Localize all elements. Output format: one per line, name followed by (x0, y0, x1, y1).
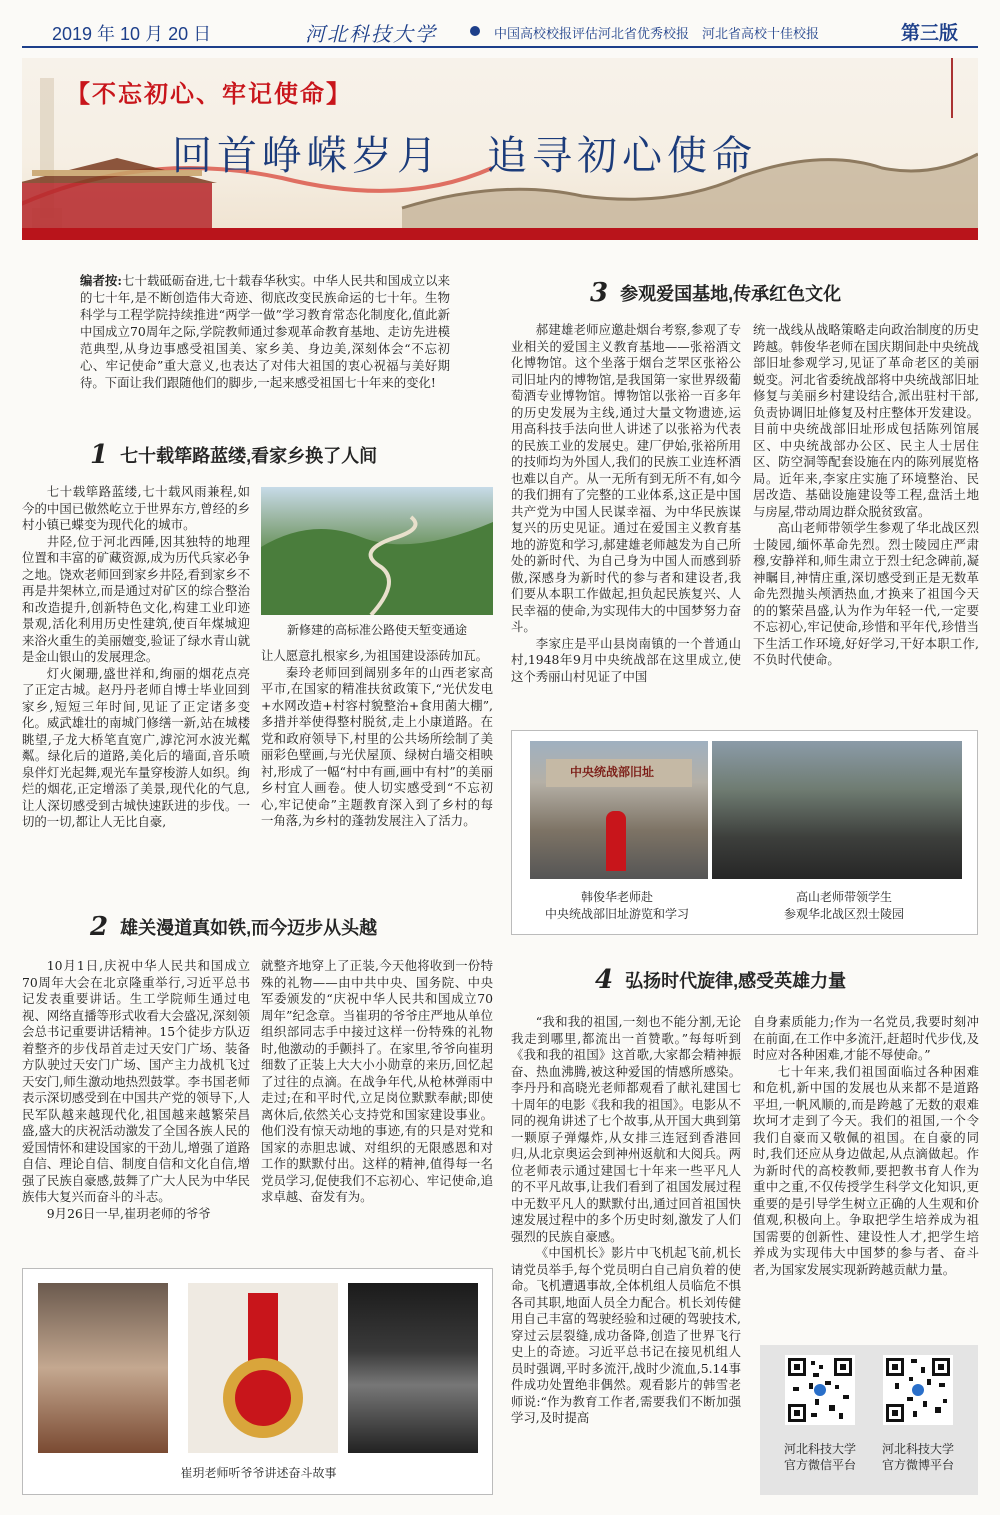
medal-photo (188, 1283, 338, 1453)
editor-note-text: 七十载砥砺奋进,七十载春华秋实。中华人民共和国成立以来的七十年,是不断创造伟大奇迹、彻底改变民族命运的七十年。生物科学与工程学院持续推进“两学一做”学习教育常态化制度化,值此新中国成立70周年之际,学院教师通过参观革命教育基地、走访先进模范典型,从身边事感受祖国美、家乡美、身边美,深刻体会“不忘初心、牢记使命”重大意义,也表达了对伟大祖国的衷心祝福与美好期待。下面让我们跟随他们的脚步,一起来感受祖国七十年来的变化! (80, 273, 450, 390)
paragraph: 9月26日一早,崔玥老师的爷爷 (46, 1205, 211, 1221)
grandfather-photo-1 (38, 1283, 168, 1453)
editor-note (80, 272, 450, 391)
mountain-road-photo (261, 487, 493, 615)
wechat-qr-code[interactable] (785, 1355, 855, 1425)
paragraph: 七十载筚路蓝缕,七十载风雨兼程,如今的中国已傲然屹立于世界东方,曾经的乡村小镇已蝶变为现代化的城市。 (22, 484, 250, 532)
paragraph: 郝建雄老师应邀赴烟台考察,参观了专业相关的爱国主义教育基地——张裕酒文化博物馆。这个坐落于烟台芝罘区张裕公司旧址内的博物馆,是我国第一家世界级葡萄酒专业博物馆。博物馆以张裕一百多年的历史发展为主线,通过大量文物遗迹,运用高科技手法向世人讲述了以张裕为代表的民族工业的发展史。建厂伊始,张裕所用的技师均为外国人,我们的民族工业连杯酒也难以自产。从一无所有到无所不有,如今的我们拥有了完整的工业体系,这正是中国共产党为中国人民谋幸福、为中华民族谋复兴的历史见证。通过在爱国主义教育基地的游览和学习,郝建雄老师越发为自己所处的新时代、为自己身为中国人而感到骄傲,深感身为新时代的参与者和建设者,我们要从本职工作做起,担负起民族复兴、人民幸福的使命,为实现伟大的中国梦努力奋斗。 (511, 322, 741, 634)
section-4-col-2 (753, 1014, 979, 1278)
masthead (22, 14, 978, 48)
section-title: 参观爱国基地,传承红色文化 (620, 284, 842, 304)
qr-caption: 河北科技大学 官方微信平台 (783, 1442, 856, 1472)
paragraph: 井陉,位于河北西陲,因其独特的地理位置和丰富的矿藏资源,成为历代兵家必争之地。饶欢老师回到家乡井陉,看到家乡不再是井架林立,而是通过对矿区的综合整治和改造提升,创新特色文化,构建工业印迹景观,活化利用历史性建筑,使百年煤城迎来浴火重生的美丽嬗变,验证了绿水青山就是金山银山的发展理念。 (22, 533, 250, 664)
gaoshan-group-photo (712, 741, 962, 879)
section-2-col-2 (261, 958, 493, 1206)
qr-code-icon (785, 1355, 855, 1425)
han-junhua-photo (530, 741, 708, 879)
photo-frame (511, 730, 978, 935)
paper-logo: 河北科技大学 (305, 22, 437, 46)
paragraph: 秦玲老师回到阔别多年的山西老家高平市,在国家的精准扶贫政策下,“光伏发电+水网改造+村容村貌整治+食用菌大棚”,多措并举使得整村脱贫,走上小康道路。在党和政府领导下,村里的公共场所绘制了美丽彩色壁画,与光伏屋顶、绿树白墙交相映衬,形成了一幅“村中有画,画中有村”的美丽乡村宜人画卷。使人切实感受到“不忘初心,牢记使命”主题教育深入到了乡村的每一角落,为乡村的蓬勃发展注入了活力。 (261, 664, 493, 828)
photo-frame (22, 1268, 493, 1495)
section-1-heading (90, 440, 377, 470)
section-4-heading (595, 965, 846, 995)
section-3-col-1 (511, 322, 741, 685)
section-title: 弘扬时代旋律,感受英雄力量 (625, 971, 847, 991)
qr-caption: 河北科技大学 官方微博平台 (881, 1442, 954, 1472)
paragraph: 自身素质能力;作为一名党员,我要时刻冲在前面,在工作中多流汗,赶超时代步伐,及时应对各种困难,才能不辱使命。” (753, 1014, 979, 1062)
separator-dot (470, 26, 480, 36)
section-number: 1 (90, 440, 109, 470)
page-number: 第三版 (900, 23, 958, 44)
photo-caption: 崔玥老师听爷爷讲述奋斗故事 (180, 1466, 337, 1480)
paragraph: 高山老师带领学生参观了华北战区烈士陵园,缅怀革命先烈。烈士陵园庄严肃穆,安静祥和,师生肃立于烈士纪念碑前,凝神瞩目,神情庄重,深切感受到正是无数革命先烈抛头颅洒热血,才换来了祖国今天的的繁荣昌盛,认为作为年轻一代,一定要不忘初心,牢记使命,珍惜和平年代,珍惜当下生活工作环境,好好学习,干好本职工作,不负时代使命。 (753, 520, 979, 667)
paragraph: 李家庄是平山县岗南镇的一个普通山村,1948年9月中央统战部在这里成立,使这个秀丽山村见证了中国 (511, 635, 741, 684)
editor-note-label: 编者按: (80, 273, 122, 288)
qr-code-icon (883, 1355, 953, 1425)
paragraph: 统一战线从战略策略走向政治制度的历史跨越。韩俊华老师在国庆期间赴中央统战部旧址参观学习,见证了革命老区的美丽蜕变。河北省委统战部将中央统战部旧址修复与美丽乡村建设结合,派出驻村干部,负责协调旧址修复及村庄整体开发建设。目前中央统战部旧址形成包括陈列馆展区、中央统战部办公区、民主人士居住区、防空洞等配套设施在内的陈列展览格局。近年来,李家庄实施了环境整治、民居改造、基础设施建设等工程,盘活土地与房屋,带动周边群众脱贫致富。 (753, 322, 979, 519)
paragraph: 灯火阑珊,盛世祥和,绚丽的烟花点亮了正定古城。赵丹丹老师自博士毕业回到家乡,短短三年时间,见证了正定诸多变化。威武雄壮的南城门修缮一新,站在城楼眺望,子龙大桥笔直宽广,滹沱河水波光粼粼。绿化后的道路,美化后的墙面,音乐喷泉伴灯光起舞,观光车量穿梭游人如织。绚烂的烟花,正定增添了美景,现代化的气息,让人深切感受到古城快速跃进的步伐。一切的一切,都让人无比自豪, (22, 665, 250, 829)
grandfather-photo-2 (348, 1283, 478, 1453)
medal-icon (188, 1283, 338, 1453)
photo-caption: 韩俊华老师赴 中央统战部旧址游览和学习 (544, 890, 689, 921)
banner-red-bar (22, 228, 978, 240)
feature-banner (22, 58, 978, 240)
weibo-qr-code[interactable] (883, 1355, 953, 1425)
building-sign: 中央统战部旧址 (570, 765, 655, 779)
section-3-heading (590, 278, 841, 308)
paragraph: 《中国机长》影片中飞机起飞前,机长请党员举手,每个党员明白自己肩负着的使命。飞机遭遇事故,全体机组人员临危不惧各司其职,地面人员全力配合。机长刘传健用自己丰富的驾驶经验和过硬的驾驶技术,穿过云层裂缝,成功备降,创造了世界飞行史上的奇迹。习近平总书记在接见机组人员时强调,平时多流汗,战时少流血,5.14事件成功处置绝非偶然。观看影片的韩雪老师说:“作为教育工作者,需要我们不断加强学习,及时提高 (511, 1245, 741, 1425)
section-4-col-1 (511, 1014, 741, 1427)
section-2-heading (90, 912, 377, 942)
qr-code-panel (760, 1345, 978, 1495)
section-number: 4 (595, 965, 614, 995)
feature-title: 回首峥嵘岁月 追寻初心使命 (172, 133, 757, 179)
issue-date: 2019 年 10 月 20 日 (52, 24, 212, 44)
section-title: 七十载筚路蓝缕,看家乡换了人间 (120, 446, 378, 466)
photo-caption: 高山老师带领学生 参观华北战区烈士陵园 (783, 890, 904, 921)
section-1-col-1 (22, 484, 250, 831)
road-illustration (261, 487, 493, 615)
section-1-col-2 (261, 648, 493, 830)
section-title: 雄关漫道真如铁,而今迈步从头越 (120, 918, 378, 938)
section-3-col-2 (753, 322, 979, 669)
paragraph: 10月1日,庆祝中华人民共和国成立70周年大会在北京隆重举行,习近平总书记发表重要讲话。生工学院师生通过电视、网络直播等形式收看大会盛况,深刻领会总书记重要讲话精神。15个徒步方队迈着整齐的步伐昂首走过天安门广场、装备方队驶过天安门广场、国产主力战机飞过天安门,师生激动地热烈鼓掌。李书国老师表示深切感受到在中国共产党的领导下,人民军队越来越现代化,祖国越来越繁荣昌盛,盛大的庆祝活动激发了全国各族人民的爱国情怀和建设国家的干劲儿,增强了道路自信、理论自信、制度自信和文化自信,增强了民族自豪感,鼓舞了广大人民为中华民族伟大复兴而奋斗的斗志。 (22, 958, 250, 1204)
section-number: 2 (90, 912, 109, 942)
paragraph: 七十年来,我们祖国面临过各种困难和危机,新中国的发展也从来都不是道路平坦,一帆风顺的,而是跨越了无数的艰难坎坷才走到了今天。我们的祖国,一个令我们自豪而又敬佩的祖国。在自豪的同时,我们还应从身边做起,从点滴做起。作为新时代的高校教师,要把教书育人作为重中之重,不仅传授学生科学文化知识,更重要的是引导学生树立正确的人生观和价值观,积极向上。争取把学生培养成为祖国需要的创新性、建设性人才,把学生培养成为实现伟大中国梦的参与者、奋斗者,为国家发展实现新跨越贡献力量。 (753, 1063, 979, 1277)
paper-honors: 中国高校校报评估河北省优秀校报 河北省高校十佳校报 (494, 26, 820, 41)
paragraph: 让人愿意扎根家乡,为祖国建设添砖加瓦。 (261, 648, 488, 663)
photo-caption: 新修建的高标准公路使天堑变通途 (286, 623, 467, 637)
section-2-col-1 (22, 958, 250, 1222)
paragraph: “我和我的祖国,一刻也不能分割,无论我走到哪里,都流出一首赞歌。”每每听到《我和我的祖国》这首歌,大家都会精神振奋、热血沸腾,被这种爱国的情感所感染。李丹丹和高晓光老师都观看了献礼建国七十周年的电影《我和我的祖国》。电影从不同的视角讲述了七个故事,从开国大典到第一颗原子弹爆炸,从女排三连冠到香港回归,从北京奥运会到神州返航和大阅兵。两位老师表示通过建国七十年来一些平凡人的不平凡故事,让我们看到了祖国发展过程中无数平凡人的默默付出,通过回首祖国快速发展过程中的多个历史时刻,激发了人们强烈的民族自豪感。 (511, 1014, 741, 1244)
section-number: 3 (590, 278, 609, 308)
paragraph: 就整齐地穿上了正装,今天他将收到一份特殊的礼物——由中共中央、国务院、中央军委颁发的“庆祝中华人民共和国成立70周年”纪念章。当崔玥的爷爷庄严地从单位组织部同志手中接过这样一份特殊的礼物时,他激动的手颤抖了。在家里,爷爷向崔玥细数了正装上大大小小勋章的来历,回忆起了过往的点滴。在战争年代,从枪林弹雨中走过;在和平时代,立足岗位默默奉献;即使离休后,依然关心支持党和国家建设事业。他们没有惊天动地的事迹,有的只是对党和国家的赤胆忠诚、对组织的无限感恩和对工作的默默付出。这样的精神,值得每一名党员学习,促使我们不忘初心、牢记使命,追求卓越、奋发有为。 (261, 958, 493, 1204)
theme-label: 【不忘初心、牢记使命】 (66, 79, 352, 108)
